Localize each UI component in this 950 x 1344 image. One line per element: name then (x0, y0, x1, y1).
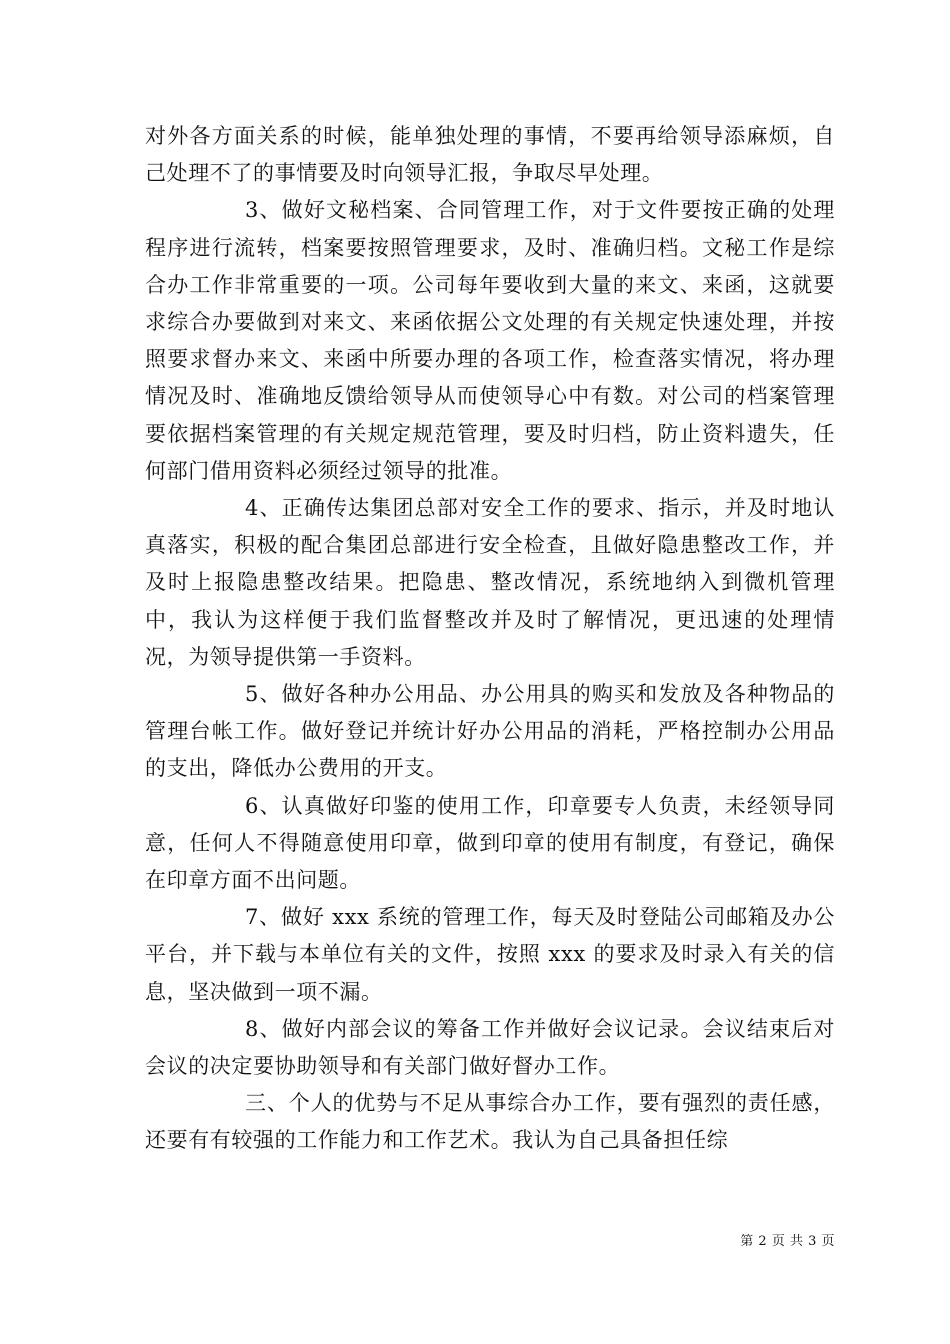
document-body (145, 118, 835, 1160)
paragraph-item-5: 5、做好各种办公用品、办公用具的购买和发放及各种物品的管理台帐工作。做好登记并统计好办公用品的消耗，严格控制办公用品的支出，降低办公费用的开支。 (145, 682, 835, 781)
page-number-footer: 第 2 页 共 3 页 (740, 1234, 835, 1249)
paragraph-item-7: 7、做好 xxx 系统的管理工作，每天及时登陆公司邮箱及办公平台，并下载与本单位有关的文件，按照 xxx 的要求及时录入有关的信息，坚决做到一项不漏。 (145, 905, 835, 1004)
paragraph-item-4: 4、正确传达集团总部对安全工作的要求、指示，并及时地认真落实，积极的配合集团总部进行安全检查，且做好隐患整改工作，并及时上报隐患整改结果。把隐患、整改情况，系统地纳入到微机管理中，我认为这样便于我们监督整改并及时了解情况，更迅速的处理情况，为领导提供第一手资料。 (145, 496, 835, 669)
paragraph-item-6: 6、认真做好印鉴的使用工作，印章要专人负责，未经领导同意，任何人不得随意使用印章，做到印章的使用有制度，有登记，确保在印章方面不出问题。 (145, 793, 835, 893)
paragraph-item-8: 8、做好内部会议的筹备工作并做好会议记录。会议结束后对会议的决定要协助领导和有关部门做好督办工作。 (145, 1016, 835, 1079)
paragraph-continuation: 对外各方面关系的时候，能单独处理的事情，不要再给领导添麻烦，自己处理不了的事情要及时向领导汇报，争取尽早处理。 (145, 124, 835, 186)
paragraph-section-3: 三、个人的优势与不足从事综合办工作，要有强烈的责任感，还要有有较强的工作能力和工作艺术。我认为自己具备担任综 (145, 1091, 835, 1153)
paragraph-item-3: 3、做好文秘档案、合同管理工作，对于文件要按正确的处理程序进行流转，档案要按照管理要求，及时、准确归档。文秘工作是综合办工作非常重要的一项。公司每年要收到大量的来文、来函，这就要求综合办要做到对来文、来函依据公文处理的有关规定快速处理，并按照要求督办来文、来函中所要办理的各项工作，检查落实情况，将办理情况及时、准确地反馈给领导从而使领导心中有数。对公司的档案管理要依据档案管理的有关规定规范管理，要及时归档，防止资料遗失，任何部门借用资料必须经过领导的批准。 (145, 198, 835, 483)
